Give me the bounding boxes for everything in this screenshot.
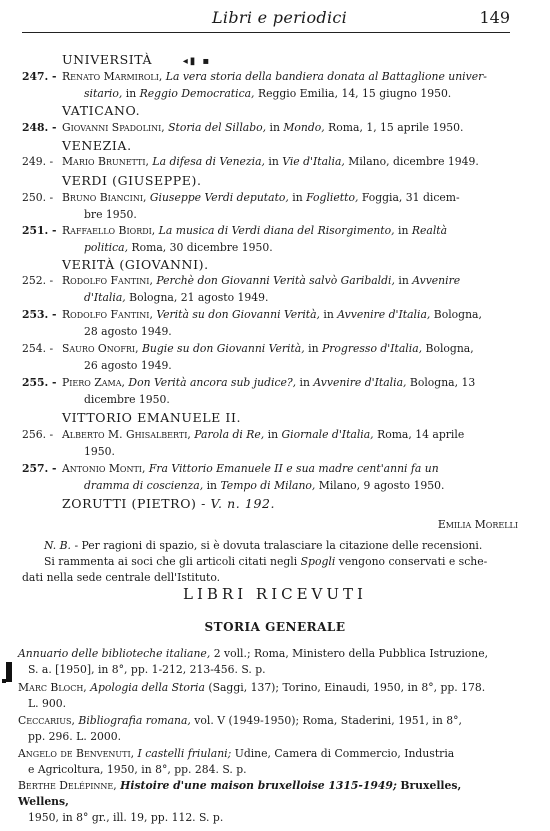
book-details-cont: pp. 296. L. 2000.	[28, 730, 122, 743]
entry-in: in	[269, 121, 280, 134]
section-heading-text: VERITÀ (GIOVANNI).	[62, 257, 209, 272]
book-item	[18, 713, 498, 745]
book-details: 2 voll.; Roma, Ministero della Pubblica Istruzione,	[213, 647, 489, 660]
entry-periodical: Vie d'Italia,	[282, 155, 345, 168]
entry-author: Giovanni Spadolini,	[62, 121, 165, 134]
entry-periodical: Progresso d'Italia,	[321, 342, 423, 355]
entry-253	[22, 306, 492, 340]
entry-title: Parola di Re,	[194, 428, 265, 441]
entry-periodical: Avvenire d'Italia,	[313, 376, 407, 389]
section-heading-text: VATICANO.	[62, 103, 141, 118]
entry-in: in	[299, 376, 310, 389]
section-heading-text: VENEZIA.	[62, 138, 132, 153]
entry-cont: dicembre 1950.	[84, 393, 170, 406]
entry-254	[22, 340, 492, 374]
margin-mark-dot	[2, 679, 6, 683]
entry-periodical: Tempo di Milano,	[220, 479, 316, 492]
entry-details: Roma, 14 aprile	[377, 428, 465, 441]
book-details: Udine, Camera di Commercio, Industria	[234, 747, 455, 760]
entry-periodical: Avvenire d'Italia,	[337, 308, 431, 321]
entry-details: Bologna,	[433, 308, 482, 321]
section-heading	[62, 52, 211, 67]
entry-author: Rodolfo Fantini,	[62, 308, 153, 321]
entry-250	[22, 189, 492, 223]
entry-title: Verità su don Giovanni Verità,	[156, 308, 320, 321]
section-heading-text: UNIVERSITÀ	[62, 52, 153, 67]
entry-details: Milano, dicembre 1949.	[348, 155, 479, 168]
entry-number: 252. -	[22, 274, 54, 287]
section-heading-text: VITTORIO EMANUELE II.	[62, 410, 242, 425]
nota-bene-line3: dati nella sede centrale dell'Istituto.	[22, 571, 221, 584]
entry-251	[22, 222, 492, 256]
entry-periodical: Realtà	[411, 224, 448, 237]
storia-generale-heading: STORIA GENERALE	[204, 620, 346, 634]
header-rule	[22, 32, 510, 33]
entry-252	[22, 272, 492, 306]
entry-in: in	[323, 308, 334, 321]
entry-number: 257. -	[22, 462, 57, 475]
entry-periodical: Foglietto,	[306, 191, 359, 204]
book-author: Ceccarius,	[18, 714, 75, 727]
compiler-signature: Emilia Morelli	[437, 518, 518, 531]
book-title: Apologia della Storia	[90, 681, 205, 694]
book-details: Bruxelles, Wellens,	[18, 779, 462, 808]
book-details-cont: 1950, in 8° gr., ill. 19, pp. 112. S. p.	[28, 811, 224, 824]
entry-title: Bugie su don Giovanni Verità,	[141, 342, 305, 355]
entry-number: 251. -	[22, 224, 57, 237]
entry-author: Piero Zama,	[62, 376, 125, 389]
section-heading	[62, 496, 275, 511]
entry-number: 254. -	[22, 342, 54, 355]
entry-periodical: Reggio Democratica,	[139, 87, 255, 100]
entry-author: Raffaello Biordi,	[62, 224, 156, 237]
entry-in: in	[268, 155, 279, 168]
book-details: vol. V (1949-1950); Roma, Staderini, 1951, in 8°,	[194, 714, 462, 727]
entry-title-cont: sitario,	[84, 87, 123, 100]
book-author: Angelo de Benvenuti,	[18, 747, 135, 760]
book-title: I castelli friulani;	[137, 747, 232, 760]
nota-bene-spogli: Spogli	[300, 555, 336, 568]
entry-number: 253. -	[22, 308, 57, 321]
entry-cont: 1950.	[84, 445, 115, 458]
entry-details: Milano, 9 agosto 1950.	[318, 479, 445, 492]
entry-cont: bre 1950.	[84, 208, 137, 221]
book-details-cont: e Agricoltura, 1950, in 8°, pp. 284. S. p.	[28, 763, 247, 776]
nota-bene-line1: - Per ragioni di spazio, si è dovuta tralasciare la citazione delle recensioni.	[74, 539, 483, 552]
book-item	[18, 778, 498, 826]
entry-number: 256. -	[22, 428, 54, 441]
entry-number: 247. -	[22, 70, 57, 83]
entry-number: 250. -	[22, 191, 54, 204]
entry-cont: 28 agosto 1949.	[84, 325, 172, 338]
entry-title: La difesa di Venezia,	[152, 155, 265, 168]
entry-cont: 26 agosto 1949.	[84, 359, 172, 372]
entry-in: in	[398, 274, 409, 287]
nota-bene-text-cont: vengono conservati e sche-	[338, 555, 488, 568]
nota-bene-text: Si rammenta ai soci che gli articoli citati negli	[44, 555, 298, 568]
nota-bene-line2	[22, 554, 492, 570]
book-item	[18, 646, 498, 678]
nota-bene	[22, 538, 492, 554]
section-heading	[62, 410, 241, 425]
entry-number: 248. -	[22, 121, 57, 134]
entry-title: Perchè don Giovanni Verità salvò Garibaldi,	[156, 274, 395, 287]
margin-mark	[6, 662, 12, 682]
entry-cont: Bologna, 21 agosto 1949.	[129, 291, 269, 304]
ink-mark: ◂▮ ▪	[182, 56, 212, 67]
section-heading	[62, 138, 132, 153]
entry-periodical-cont: politica,	[84, 241, 129, 254]
entry-title: Storia del Sillabo,	[168, 121, 267, 134]
entry-author: Sauro Onofri,	[62, 342, 139, 355]
book-title: Bibliografia romana,	[78, 714, 191, 727]
entry-periodical: Giornale d'Italia,	[281, 428, 374, 441]
running-header	[22, 8, 510, 34]
entry-details: Foggia, 31 dicem-	[361, 191, 460, 204]
entry-author: Rodolfo Fantini,	[62, 274, 153, 287]
entry-periodical: Avvenire	[412, 274, 461, 287]
entry-title: Don Verità ancora sub judice?,	[128, 376, 297, 389]
section-heading	[62, 173, 202, 188]
book-author: Berthe Delépinne,	[18, 779, 117, 792]
entry-number: 249. -	[22, 155, 54, 168]
entry-in: in	[292, 191, 303, 204]
nota-bene-label: N. B.	[44, 539, 71, 552]
entry-details: Roma, 1, 15 aprile 1950.	[328, 121, 464, 134]
page-number: 149	[479, 8, 510, 27]
entry-details: Reggio Emilia, 14, 15 giugno 1950.	[257, 87, 452, 100]
book-details: (Saggi, 137); Torino, Einaudi, 1950, in 8°, pp. 178.	[208, 681, 486, 694]
entry-in: in	[206, 479, 217, 492]
book-details-cont: S. a. [1950], in 8°, pp. 1-212, 213-456. S. p.	[28, 663, 266, 676]
entry-author: Bruno Biancini,	[62, 191, 147, 204]
entry-247	[22, 68, 492, 102]
book-title: Histoire d'une maison bruxelloise 1315-1949;	[120, 779, 397, 792]
entry-cont: Roma, 30 dicembre 1950.	[131, 241, 273, 254]
book-item	[18, 680, 498, 712]
entry-periodical-cont: d'Italia,	[84, 291, 126, 304]
entry-author: Alberto M. Ghisalberti,	[62, 428, 191, 441]
libri-ricevuti-heading: LIBRI RICEVUTI	[183, 585, 367, 603]
entry-in: in	[308, 342, 319, 355]
book-item	[18, 746, 498, 778]
entry-author: Renato Marmiroli,	[62, 70, 163, 83]
entry-in: in	[398, 224, 409, 237]
entry-periodical: Mondo,	[283, 121, 325, 134]
entry-256	[22, 426, 492, 460]
entry-255	[22, 374, 492, 408]
entry-details: Bologna, 13	[409, 376, 476, 389]
entry-author: Mario Brunetti,	[62, 155, 149, 168]
section-heading-text: VERDI (GIUSEPPE).	[62, 173, 202, 188]
book-author: Marc Bloch,	[18, 681, 87, 694]
section-heading	[62, 103, 140, 118]
entry-title: Fra Vittorio Emanuele II e sua madre cent'anni fa un	[148, 462, 439, 475]
entry-title: La musica di Verdi diana del Risorgimento,	[158, 224, 395, 237]
entry-author: Antonio Monti,	[62, 462, 146, 475]
book-title: Annuario delle biblioteche italiane,	[18, 647, 211, 660]
entry-number: 255. -	[22, 376, 57, 389]
entry-details: Bologna,	[425, 342, 474, 355]
entry-in: in	[267, 428, 279, 441]
cross-reference: V. n. 192.	[210, 496, 276, 511]
entry-257	[22, 460, 492, 494]
running-title: Libri e periodici	[212, 8, 348, 27]
entry-249	[22, 153, 492, 170]
entry-title: La vera storia della bandiera donata al Battaglione univer-	[165, 70, 487, 83]
entry-248	[22, 119, 492, 136]
entry-in: in	[125, 87, 137, 100]
entry-title: Giuseppe Verdi deputato,	[149, 191, 289, 204]
book-details-cont: L. 900.	[28, 697, 67, 710]
section-heading	[62, 257, 209, 272]
entry-title-cont: dramma di coscienza,	[84, 479, 204, 492]
section-heading-text: ZORUTTI (PIETRO) -	[62, 496, 206, 511]
